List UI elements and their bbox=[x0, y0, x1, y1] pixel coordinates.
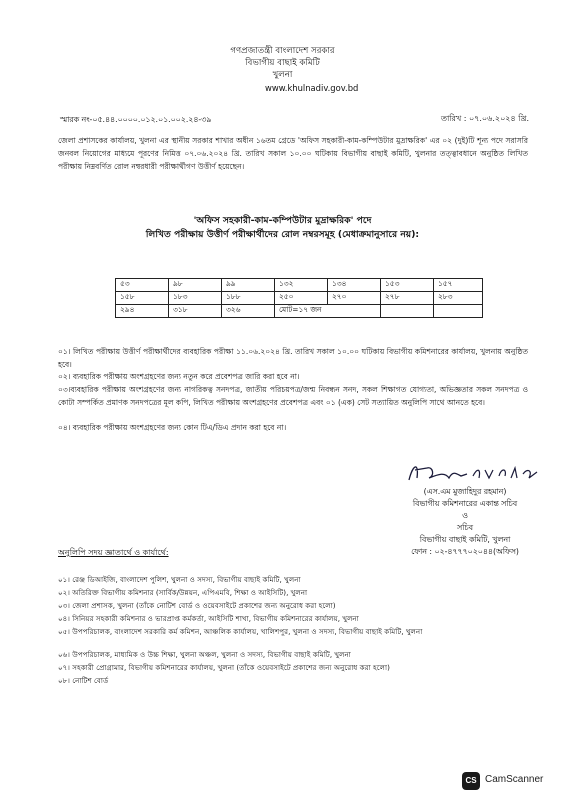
roll-cell: ৫৩ bbox=[116, 279, 169, 292]
roll-cell: ১৫৩ bbox=[381, 279, 434, 292]
committee-name: বিভাগীয় বাছাই কমিটি bbox=[245, 58, 320, 68]
roll-cell: ২৭০ bbox=[328, 292, 381, 305]
signatory-and: ও bbox=[462, 511, 468, 520]
issue-date: তারিখ : ০৭.০৬.২০২৪ খ্রি. bbox=[440, 114, 529, 123]
camscanner-logo-icon: CS bbox=[462, 772, 480, 790]
table-row bbox=[116, 305, 483, 318]
govt-name: গণপ্রজাতন্ত্রী বাংলাদেশ সরকার bbox=[230, 46, 335, 56]
cc-item: ০৬। উপপরিচালক, মাধ্যমিক ও উচ্চ শিক্ষা, খুলনা অঞ্চল, খুলনা ও সদস্য, বিভাগীয় বাছাই কমিটি, খুলনা bbox=[58, 650, 351, 659]
roll-cell: ৯৯ bbox=[222, 279, 275, 292]
signatory-committee: বিভাগীয় বাছাই কমিটি, খুলনা bbox=[419, 535, 511, 544]
note-4: ০৪। ব্যবহারিক পরীক্ষায় অংশগ্রহণের জন্য কোন টিএ/ডিএ প্রদান করা হবে না। bbox=[58, 423, 287, 432]
cc-heading: অনুলিপি সদয় জ্ঞাতার্থে ও কার্যার্থে: bbox=[58, 548, 169, 557]
camscanner-label: CamScanner bbox=[485, 774, 544, 785]
roll-cell: ১৩৪ bbox=[328, 279, 381, 292]
table-row bbox=[116, 279, 483, 292]
cc-item: ০৭। সহকারী প্রোগ্রামার, বিভাগীয় কমিশনারের কার্যালয়, খুলনা (তাঁকে ওয়েবসাইটে প্রকাশের জন্য অনুরোধ করা হলো) bbox=[58, 663, 390, 672]
roll-cell: ১৩২ bbox=[275, 279, 328, 292]
signatory-designation: বিভাগীয় কমিশনারের একান্ত সচিব bbox=[412, 499, 518, 508]
roll-cell: ৩২৬ bbox=[222, 305, 275, 318]
result-title: 'অফিস সহকারী-কাম-কম্পিউটার মুদ্রাক্ষরিক' পদে bbox=[193, 215, 372, 226]
table-row bbox=[116, 292, 483, 305]
note-3: ০৩।ব্যবহারিক পরীক্ষায় অংশগ্রহণের জন্য নাগরিকত্ব সনদপত্র, জাতীয় পরিচয়পত্র/জন্ম নিবন্ধন সনদ, সকল শিক্ষাগত যোগ্যতা, অভিজ্ঞতার সকল সনদপত্র ও কোটা সম্পর্কিত প্রমাণক সনদপত্রের মূল কপি, লিখিত পরীক্ষায় অংশগ্রহণের প্রবেশপত্র এবং ০১ (এক) সেট সত্যায়িত অনুলিপি সাথে আনতে হবে। bbox=[58, 385, 528, 407]
roll-cell: ১৮৩ bbox=[169, 292, 222, 305]
cc-item: ০২। অতিরিক্ত বিভাগীয় কমিশনার (সার্বিক/উন্নয়ন, এপিএমবি, শিক্ষা ও আইসিটি), খুলনা bbox=[58, 588, 308, 597]
cc-item: ০৮। নোটিশ বোর্ড bbox=[58, 676, 109, 685]
camscanner-watermark bbox=[462, 770, 562, 792]
roll-cell: ১৫৮ bbox=[116, 292, 169, 305]
signature-image bbox=[405, 460, 545, 486]
website-link[interactable]: www.khulnadiv.gov.bd bbox=[265, 83, 359, 93]
cc-item: ০৪। সিনিয়র সহকারী কমিশনার ও ভারপ্রাপ্ত কর্মকর্তা, আইসিটি শাখা, বিভাগীয় কমিশনারের কার্যালয়, খুলনা bbox=[58, 614, 359, 623]
note-2: ০২। ব্যবহারিক পরীক্ষায় অংশগ্রহণের জন্য নতুন করে প্রবেশপত্র জারি করা হবে না। bbox=[58, 372, 300, 381]
roll-cell: ২৭৮ bbox=[381, 292, 434, 305]
roll-cell: ২৯৪ bbox=[116, 305, 169, 318]
empty-cell bbox=[434, 305, 483, 318]
signatory-name: (এস.এম মুজাহিদুর রহমান) bbox=[423, 487, 507, 496]
signatory-phone: ফোন : ০২-৪৭৭৭০২০৪৪(অফিস) bbox=[411, 547, 519, 556]
roll-cell: ২৫০ bbox=[275, 292, 328, 305]
cc-item: ০৫। উপপরিচালক, বাংলাদেশ সরকারি কর্ম কমিশন, আঞ্চলিক কার্যালয়, খালিশপুর, খুলনা ও সদস্য, বিভাগীয় বাছাই কমিটি, খুলনা bbox=[58, 627, 423, 636]
location: খুলনা bbox=[272, 70, 293, 80]
cc-item: ০১। রেঞ্জ ডিআইজি, বাংলাদেশ পুলিশ, খুলনা ও সদস্য, বিভাগীয় বাছাই কমিটি, খুলনা bbox=[58, 575, 301, 584]
roll-cell: ৩১৮ bbox=[169, 305, 222, 318]
roll-table bbox=[115, 278, 483, 318]
memo-number: স্মারক নং-০৫.৪৪.০০০০.০১২.০১.০০২.২৪-৩৯ bbox=[60, 115, 212, 124]
result-subtitle: লিখিত পরীক্ষায় উত্তীর্ণ পরীক্ষার্থীদের রোল নম্বরসমূহ (মেধাক্রমানুসারে নয়): bbox=[145, 229, 420, 240]
roll-cell: ১৫৭ bbox=[434, 279, 483, 292]
cc-item: ০৩। জেলা প্রশাসক, খুলনা (তাঁকে নোটিশ বোর্ড ও ওয়েবসাইটে প্রকাশের জন্য অনুরোধ করা হলো) bbox=[58, 601, 336, 610]
empty-cell bbox=[381, 305, 434, 318]
roll-cell: ১৮৮ bbox=[222, 292, 275, 305]
roll-cell: ২৮৩ bbox=[434, 292, 483, 305]
total-count-cell: মোট=১৭ জন bbox=[275, 305, 381, 318]
signatory-title: সচিব bbox=[457, 523, 473, 532]
note-1: ০১। লিখিত পরীক্ষায় উত্তীর্ণ পরীক্ষার্থীদের ব্যবহারিক পরীক্ষা ১১.০৬.২০২৪ খ্রি. তারিখ সকাল ১০.০০ ঘটিকায় বিভাগীয় কমিশনারের কার্যালয়, খুলনায় অনুষ্ঠিত হবে। bbox=[58, 347, 528, 369]
roll-cell: ৯৮ bbox=[169, 279, 222, 292]
intro-paragraph: জেলা প্রশাসকের কার্যালয়, খুলনা এর স্থানীয় সরকার শাখার অধীন ১৬তম গ্রেডে 'অফিস সহকারী-কাম-কম্পিউটার মুদ্রাক্ষরিক' এর ০২ (দুই)টি শূন্য পদে সরাসরি জনবল নিয়োগের মাধ্যমে পূরণের নিমিত্ত ০৭.০৬.২০২৪ খ্রি. তারিখ সকাল ১০.০০ ঘটিকায় বিভাগীয় বাছাই কমিটি, খুলনার তত্ত্বাবধানে অনুষ্ঠিত লিখিত পরীক্ষায় নিম্নবর্ণিত রোল নম্বরধারী পরীক্ষার্থীগণ উত্তীর্ণ হয়েছেন। bbox=[58, 136, 528, 171]
